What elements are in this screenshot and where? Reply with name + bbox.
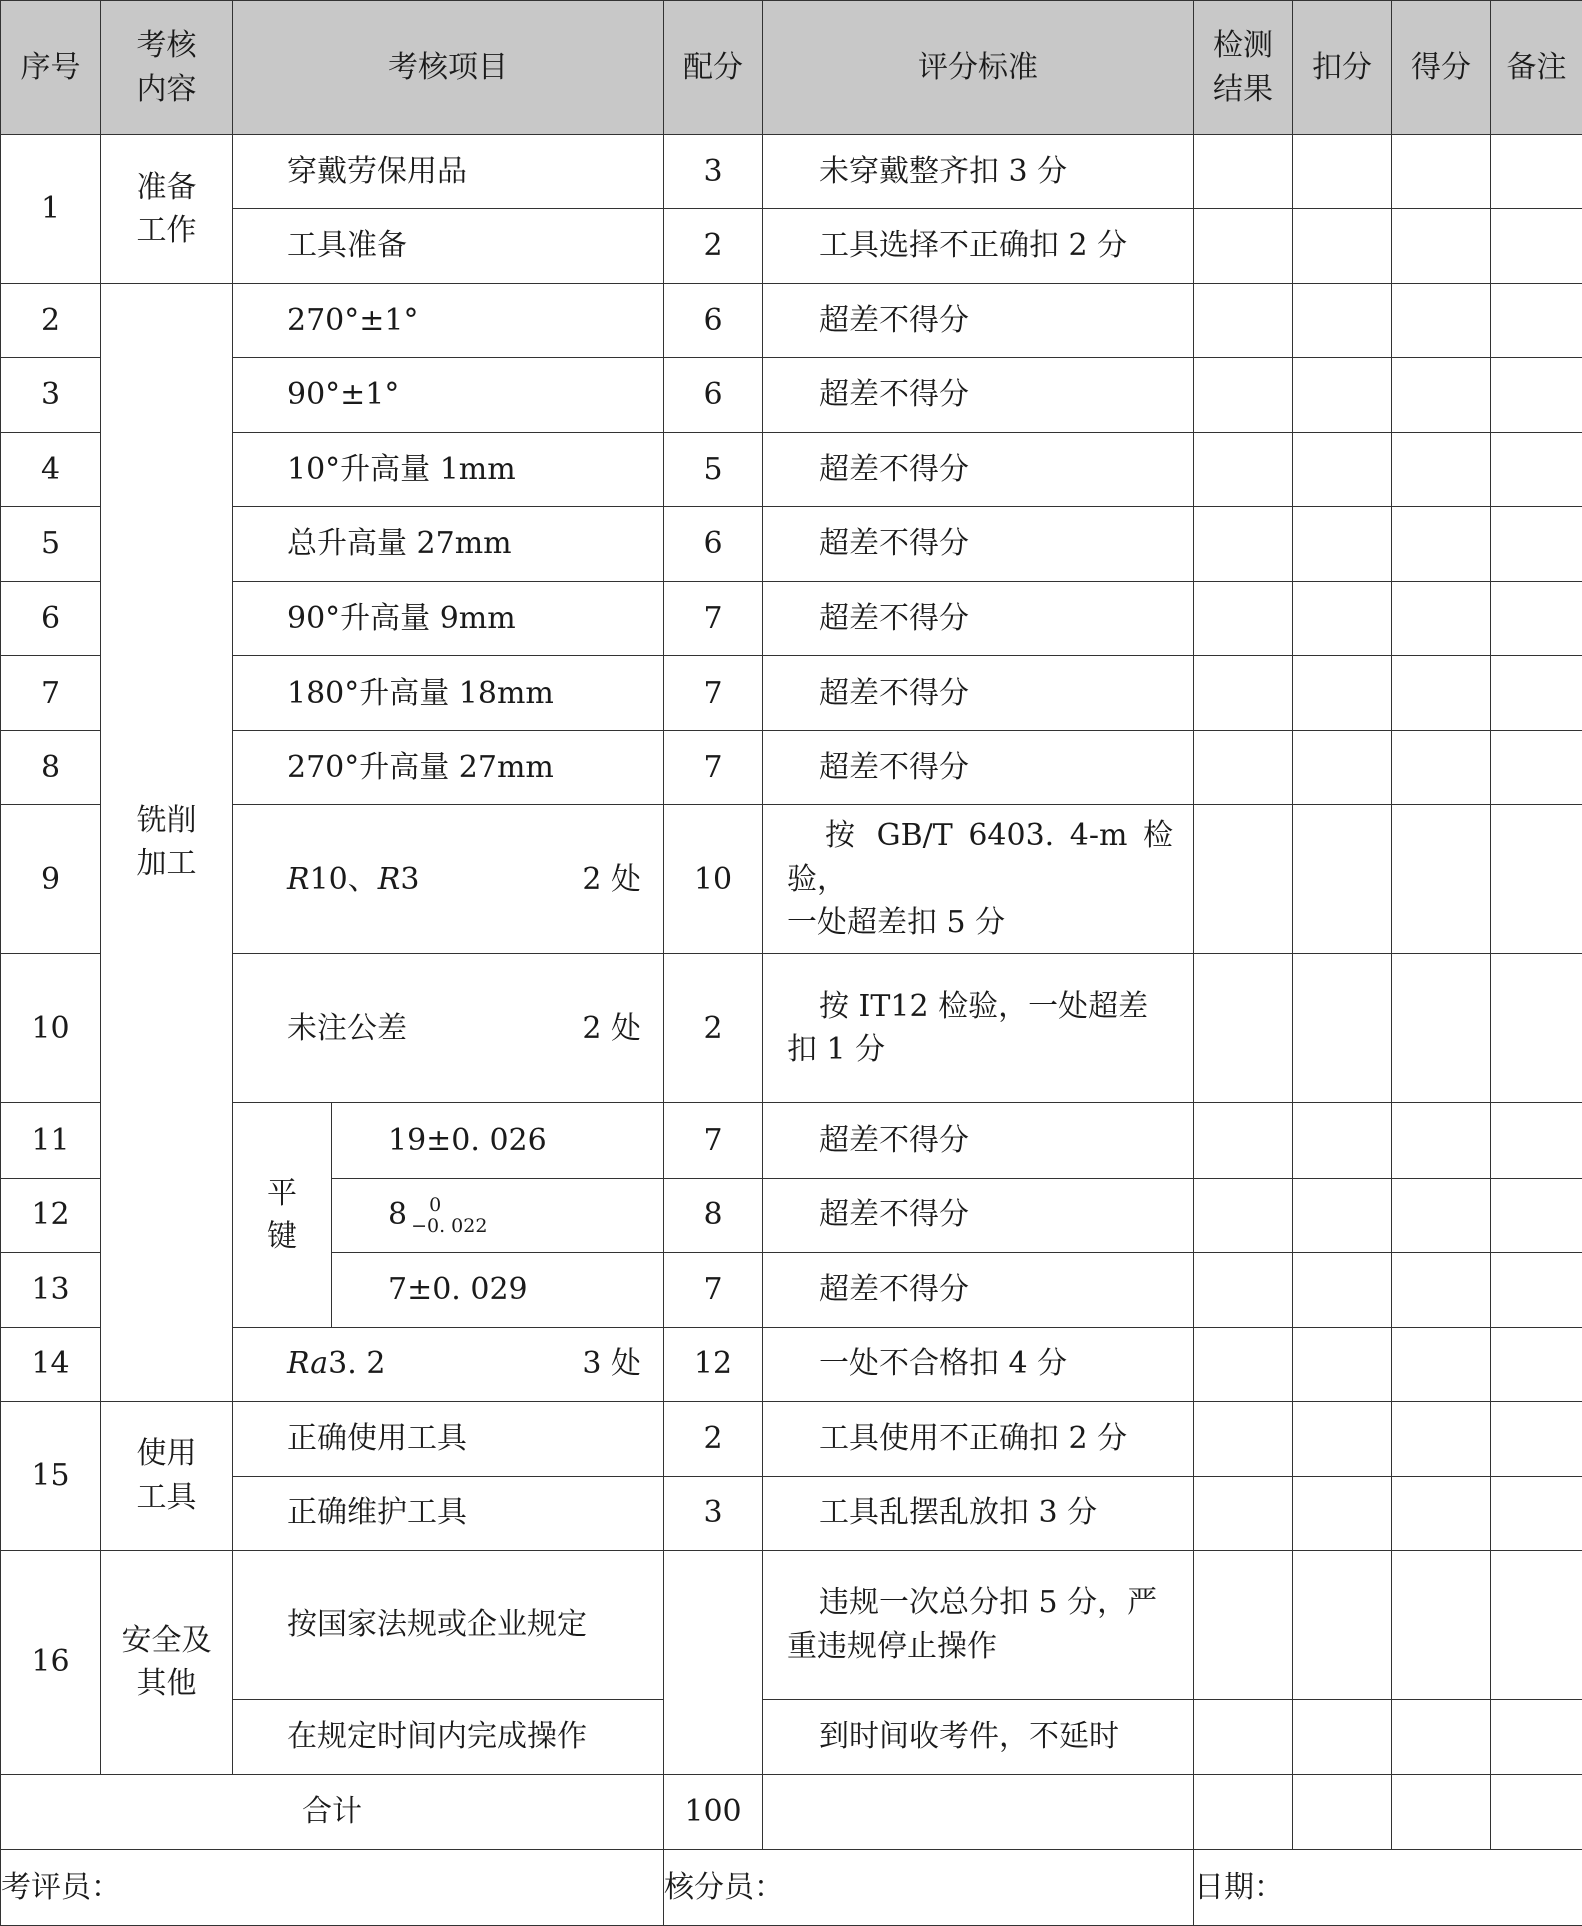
date-field[interactable]: 日期： [1194, 1849, 1582, 1925]
item-cell: 270°升高量 27mm [233, 731, 664, 805]
score-cell[interactable] [1392, 507, 1491, 582]
remark-cell[interactable] [1491, 656, 1582, 731]
deduct-cell[interactable] [1293, 731, 1392, 805]
item-cell: 总升高量 27mm [233, 507, 664, 582]
remark-cell[interactable] [1491, 731, 1582, 805]
remark-cell[interactable] [1491, 507, 1582, 582]
table-row [1, 135, 1582, 209]
result-cell[interactable] [1194, 433, 1293, 507]
table-row [1, 805, 1582, 954]
seq-cell: 8 [1, 731, 101, 805]
result-cell[interactable] [1194, 1476, 1293, 1550]
remark-cell[interactable] [1491, 1550, 1582, 1699]
header-result: 检测 结果 [1194, 1, 1293, 135]
item-cell: 工具准备 [233, 209, 664, 284]
result-cell[interactable] [1194, 1103, 1293, 1178]
item-cell: 在规定时间内完成操作 [233, 1699, 664, 1774]
table-row [1, 284, 1582, 358]
seq-cell: 1 [1, 135, 101, 284]
deduct-cell[interactable] [1293, 358, 1392, 433]
count-label: 2 处 [582, 1010, 641, 1046]
score-cell[interactable] [1392, 1476, 1491, 1550]
points-cell: 6 [664, 284, 763, 358]
header-remark: 备注 [1491, 1, 1582, 135]
total-remark-cell[interactable] [1491, 1774, 1582, 1849]
item-cell: 90°升高量 9mm [233, 582, 664, 656]
count-label: 2 处 [582, 861, 641, 897]
table-row [1, 1327, 1582, 1401]
remark-cell[interactable] [1491, 954, 1582, 1103]
score-cell[interactable] [1392, 284, 1491, 358]
score-cell[interactable] [1392, 358, 1491, 433]
table-row [1, 433, 1582, 507]
score-cell[interactable] [1392, 954, 1491, 1103]
result-cell[interactable] [1194, 1550, 1293, 1699]
item-cell: 8 0 −0. 022 [332, 1178, 664, 1252]
item-cell: 未注公差 2 处 [233, 954, 664, 1103]
footer-row [1, 1849, 1582, 1925]
result-cell[interactable] [1194, 507, 1293, 582]
result-cell[interactable] [1194, 954, 1293, 1103]
score-cell[interactable] [1392, 582, 1491, 656]
standard-cell: 超差不得分 [763, 1178, 1194, 1252]
item-cell: 90°±1° [233, 358, 664, 433]
header-row [1, 1, 1582, 135]
item-cell: 270°±1° [233, 284, 664, 358]
result-cell[interactable] [1194, 284, 1293, 358]
result-cell[interactable] [1194, 805, 1293, 954]
points-cell: 3 [664, 135, 763, 209]
standard-cell: 工具使用不正确扣 2 分 [763, 1401, 1194, 1476]
header-deduct: 扣分 [1293, 1, 1392, 135]
seq-cell: 14 [1, 1327, 101, 1401]
total-standard-cell [763, 1774, 1194, 1849]
scorer-field[interactable]: 核分员： [664, 1849, 1194, 1925]
points-cell: 6 [664, 507, 763, 582]
points-cell: 10 [664, 805, 763, 954]
remark-cell[interactable] [1491, 1401, 1582, 1476]
item-cell: 180°升高量 18mm [233, 656, 664, 731]
total-score-cell[interactable] [1392, 1774, 1491, 1849]
header-score: 得分 [1392, 1, 1491, 135]
seq-cell: 7 [1, 656, 101, 731]
deduct-cell[interactable] [1293, 1327, 1392, 1401]
total-row [1, 1774, 1582, 1849]
table-row [1, 1401, 1582, 1476]
points-cell: 7 [664, 1103, 763, 1178]
group-milling: 铣削 加工 [101, 284, 233, 1401]
score-cell[interactable] [1392, 1401, 1491, 1476]
seq-cell: 12 [1, 1178, 101, 1252]
standard-cell: 到时间收考件，不延时 [763, 1699, 1194, 1774]
remark-cell[interactable] [1491, 1103, 1582, 1178]
score-cell[interactable] [1392, 209, 1491, 284]
table-row [1, 582, 1582, 656]
group-prep: 准备 工作 [101, 135, 233, 284]
header-content: 考核 内容 [101, 1, 233, 135]
seq-cell: 2 [1, 284, 101, 358]
table-row [1, 954, 1582, 1103]
points-cell: 2 [664, 209, 763, 284]
item-cell: 正确使用工具 [233, 1401, 664, 1476]
score-cell[interactable] [1392, 1327, 1491, 1401]
points-cell: 3 [664, 1476, 763, 1550]
result-cell[interactable] [1194, 1327, 1293, 1401]
deduct-cell[interactable] [1293, 1476, 1392, 1550]
count-label: 3 处 [582, 1346, 641, 1382]
result-cell[interactable] [1194, 1401, 1293, 1476]
result-cell[interactable] [1194, 135, 1293, 209]
points-cell: 5 [664, 433, 763, 507]
standard-cell: 超差不得分 [763, 582, 1194, 656]
points-cell: 2 [664, 954, 763, 1103]
seq-cell: 11 [1, 1103, 101, 1178]
standard-cell: 未穿戴整齐扣 3 分 [763, 135, 1194, 209]
table-row [1, 358, 1582, 433]
standard-cell: 按 IT12 检验，一处超差 扣 1 分 [763, 954, 1194, 1103]
header-seq: 序号 [1, 1, 101, 135]
table-row [1, 1103, 1582, 1178]
deduct-cell[interactable] [1293, 1103, 1392, 1178]
deduct-cell[interactable] [1293, 1252, 1392, 1327]
standard-cell: 工具乱摆乱放扣 3 分 [763, 1476, 1194, 1550]
score-cell[interactable] [1392, 656, 1491, 731]
result-cell[interactable] [1194, 582, 1293, 656]
points-cell: 7 [664, 1252, 763, 1327]
score-cell[interactable] [1392, 1699, 1491, 1774]
table-row [1, 1550, 1582, 1699]
standard-cell: 超差不得分 [763, 433, 1194, 507]
item-cell: 19±0. 026 [332, 1103, 664, 1178]
deduct-cell[interactable] [1293, 1178, 1392, 1252]
score-cell[interactable] [1392, 433, 1491, 507]
score-cell[interactable] [1392, 731, 1491, 805]
deduct-cell[interactable] [1293, 954, 1392, 1103]
remark-cell[interactable] [1491, 284, 1582, 358]
points-cell: 7 [664, 582, 763, 656]
points-cell: 8 [664, 1178, 763, 1252]
remark-cell[interactable] [1491, 135, 1582, 209]
points-cell: 2 [664, 1401, 763, 1476]
deduct-cell[interactable] [1293, 209, 1392, 284]
group-safety: 安全及 其他 [101, 1550, 233, 1774]
seq-cell: 16 [1, 1550, 101, 1774]
header-standard: 评分标准 [763, 1, 1194, 135]
points-cell: 7 [664, 731, 763, 805]
result-cell[interactable] [1194, 731, 1293, 805]
result-cell[interactable] [1194, 1252, 1293, 1327]
points-cell: 12 [664, 1327, 763, 1401]
seq-cell: 13 [1, 1252, 101, 1327]
standard-cell: 超差不得分 [763, 507, 1194, 582]
deduct-cell[interactable] [1293, 433, 1392, 507]
remark-cell[interactable] [1491, 805, 1582, 954]
seq-cell: 10 [1, 954, 101, 1103]
standard-cell: 超差不得分 [763, 656, 1194, 731]
total-label: 合计 [1, 1774, 664, 1849]
item-cell: 按国家法规或企业规定 [233, 1550, 664, 1699]
examiner-field[interactable]: 考评员： [1, 1849, 664, 1925]
remark-cell[interactable] [1491, 582, 1582, 656]
remark-cell[interactable] [1491, 433, 1582, 507]
score-cell[interactable] [1392, 135, 1491, 209]
score-cell[interactable] [1392, 805, 1491, 954]
result-cell[interactable] [1194, 358, 1293, 433]
seq-cell: 15 [1, 1401, 101, 1550]
remark-cell[interactable] [1491, 1252, 1582, 1327]
standard-cell: 工具选择不正确扣 2 分 [763, 209, 1194, 284]
result-cell[interactable] [1194, 656, 1293, 731]
result-cell[interactable] [1194, 1178, 1293, 1252]
standard-cell: 超差不得分 [763, 1252, 1194, 1327]
table-row [1, 656, 1582, 731]
deduct-cell[interactable] [1293, 1550, 1392, 1699]
table-row [1, 1476, 1582, 1550]
group-tools: 使用 工具 [101, 1401, 233, 1550]
item-cell: 穿戴劳保用品 [233, 135, 664, 209]
score-cell[interactable] [1392, 1252, 1491, 1327]
seq-cell: 6 [1, 582, 101, 656]
deduct-cell[interactable] [1293, 135, 1392, 209]
seq-cell: 4 [1, 433, 101, 507]
standard-cell: 按 GB/T 6403. 4-m 检验， 一处超差扣 5 分 [763, 805, 1194, 954]
table-row [1, 209, 1582, 284]
item-cell: 10°升高量 1mm [233, 433, 664, 507]
seq-cell: 3 [1, 358, 101, 433]
score-cell[interactable] [1392, 1103, 1491, 1178]
header-points: 配分 [664, 1, 763, 135]
points-cell [664, 1550, 763, 1774]
standard-cell: 超差不得分 [763, 1103, 1194, 1178]
standard-cell: 超差不得分 [763, 284, 1194, 358]
standard-cell: 超差不得分 [763, 731, 1194, 805]
score-cell[interactable] [1392, 1550, 1491, 1699]
result-cell[interactable] [1194, 1699, 1293, 1774]
remark-cell[interactable] [1491, 1699, 1582, 1774]
score-cell[interactable] [1392, 1178, 1491, 1252]
remark-cell[interactable] [1491, 1327, 1582, 1401]
table-row [1, 507, 1582, 582]
deduct-cell[interactable] [1293, 805, 1392, 954]
points-cell: 7 [664, 656, 763, 731]
group-key: 平 键 [233, 1103, 332, 1327]
standard-cell: 违规一次总分扣 5 分，严 重违规停止操作 [763, 1550, 1194, 1699]
deduct-cell[interactable] [1293, 656, 1392, 731]
item-cell: 正确维护工具 [233, 1476, 664, 1550]
deduct-cell[interactable] [1293, 1699, 1392, 1774]
seq-cell: 9 [1, 805, 101, 954]
seq-cell: 5 [1, 507, 101, 582]
table-row [1, 1699, 1582, 1774]
total-points: 100 [664, 1774, 763, 1849]
remark-cell[interactable] [1491, 209, 1582, 284]
item-cell: Ra3. 2 3 处 [233, 1327, 664, 1401]
remark-cell[interactable] [1491, 1178, 1582, 1252]
standard-cell: 超差不得分 [763, 358, 1194, 433]
standard-cell: 一处不合格扣 4 分 [763, 1327, 1194, 1401]
result-cell[interactable] [1194, 209, 1293, 284]
total-deduct-cell[interactable] [1293, 1774, 1392, 1849]
table-row [1, 731, 1582, 805]
deduct-cell[interactable] [1293, 284, 1392, 358]
header-item: 考核项目 [233, 1, 664, 135]
remark-cell[interactable] [1491, 1476, 1582, 1550]
tolerance: 0 −0. 022 [411, 1194, 488, 1238]
remark-cell[interactable] [1491, 358, 1582, 433]
item-cell: 7±0. 029 [332, 1252, 664, 1327]
deduct-cell[interactable] [1293, 582, 1392, 656]
total-result-cell[interactable] [1194, 1774, 1293, 1849]
item-cell: R10、R3 2 处 [233, 805, 664, 954]
deduct-cell[interactable] [1293, 507, 1392, 582]
deduct-cell[interactable] [1293, 1401, 1392, 1476]
points-cell: 6 [664, 358, 763, 433]
